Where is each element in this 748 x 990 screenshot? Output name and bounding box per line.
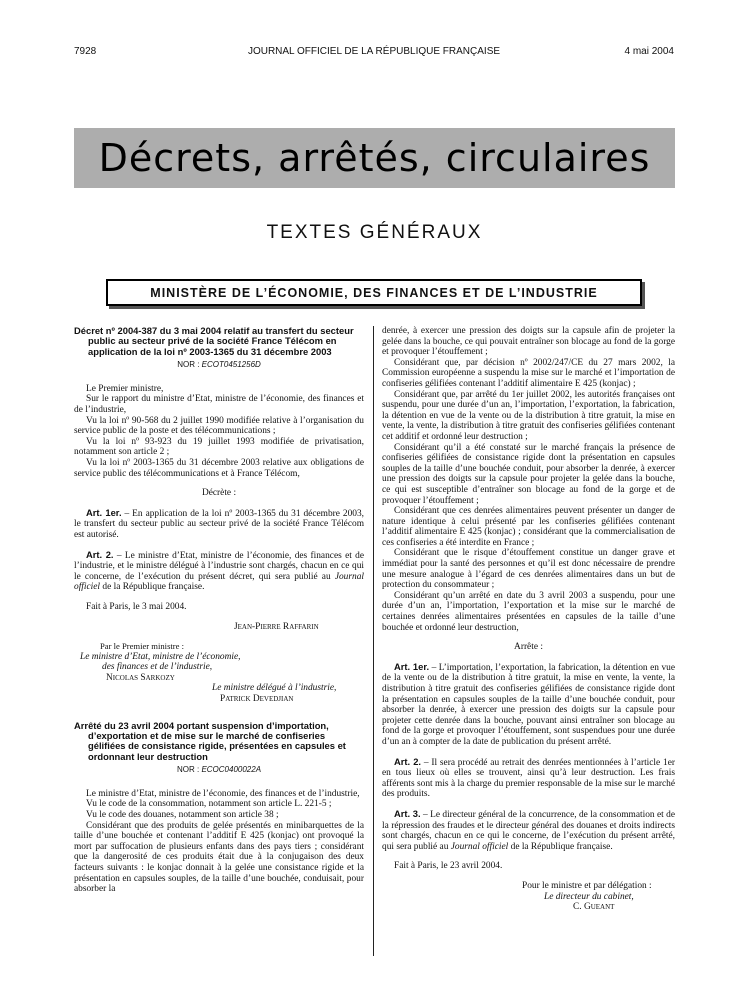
decret-fait: Fait à Paris, le 3 mai 2004.	[86, 601, 187, 612]
page-number: 7928	[74, 46, 97, 57]
decret-article-1: Art. 1er. – En application de la loi nº 2003-1365 du 31 décembre 2003, le transfert du secteur public au secteur privé de la société France Télécom est autorisé.	[74, 506, 364, 540]
decret-nor: NOR : ECOT0451256D	[177, 360, 261, 370]
left-column	[74, 326, 364, 895]
arrete-fait: Fait à Paris, le 23 avril 2004.	[394, 861, 503, 872]
arrete-article-3: Art. 3. – Le directeur général de la concurrence, de la consommation et de la répression des fraudes et le directeur général des douanes et droits indirects sont chargés, chacun en ce qui le concerne, de l’exécution du présent arrêté, qui sera publié au Journal officiel de la République française.	[382, 807, 675, 852]
arrete-paragraph: Considérant que, par arrêté du 1er juillet 2002, les autorités françaises ont suspendu, pour une durée d’un an, l’importation, l’exportation, la fabrication, la détention en vue de la vente ou de la distribution à titre gratuit, la mise en vente, la vente, la distribution à titre gratuit des confiseries gélifiées contenant cet additif et ordonné leur destruction ;	[382, 389, 675, 442]
decrete-word: Décrète :	[201, 488, 237, 499]
decret-minister-1-line-1: Le ministre d’Etat, ministre de l’économie,	[80, 651, 241, 662]
decret-minister-1-name: Nicolas Sarkozy	[106, 672, 175, 683]
arrete-paragraph: Considérant que ces denrées alimentaires peuvent présenter un danger de nature identique à celui présenté par les confiseries gélifiées contenant l’additif alimentaire E 425 (konjac) ; considérant que la commercialisation de ces confiseries a été interdite en France ;	[382, 506, 675, 548]
decret-title: Décret nº 2004-387 du 3 mai 2004 relatif au transfert du secteur public au secteur privé de la société France Télécom en application de la loi nº 2003-1365 du 31 décembre 2003	[74, 325, 354, 357]
decret-minister-1-line-2: des finances et de l’industrie,	[102, 662, 213, 673]
banner-title: Décrets, arrêtés, circulaires	[98, 136, 651, 180]
ministry-box	[106, 279, 642, 306]
arrete-paragraph: Considérant que des produits de gelée présentés en minibarquettes de la taille d’une bouchée et contenant l’additif E 425 (konjac) ont provoqué la mort par suffocation de plusieurs enfants dans des pays tiers ; considérant que la dangerosité de ces produits était due à la conjugaison des deux facteurs suivants : le konjac donnait à la gelée une consistance rigide et la présentation en capsules souples, de la taille d’une bouchée, conduisait, pour absorber la	[74, 820, 364, 895]
arrete-paragraph: Considérant que le risque d’étouffement constitue un danger grave et immédiat pour la santé des personnes et qu’il est donc nécessaire de prendre une mesure analogue à l’égard de ces denrées alimentaires dans un but de protection du consommateur ;	[382, 548, 675, 591]
decret-paragraph: Vu la loi nº 93-923 du 19 juillet 1993 modifiée de privatisation, notamment son article 2 ;	[74, 436, 364, 458]
arrete-delegation: Pour le ministre et par délégation :	[522, 880, 652, 891]
running-header	[74, 46, 674, 60]
arrete-paragraph: Vu le code des douanes, notamment son article 38 ;	[86, 810, 279, 821]
arrete-word: Arrête :	[514, 642, 543, 653]
right-column	[382, 326, 675, 913]
arrete-article-1: Art. 1er. – L’importation, l’exportation, la fabrication, la détention en vue de la vente ou de la distribution à titre gratuit, la mise en vente, la vente, la distribution à titre gratuit des confiseries gélifiées de consistance rigide dont la présentation en capsules souples de la taille d’une bouchée conduit, pour absorber la denrée, à exercer une pression des doigts sur la capsule pour projeter cette denrée dans la bouche, pouvant ainsi entraîner son blocage au fond de la gorge et provoquer l’étouffement, sont suspendues pour une durée d’un an à compter de la date de publication du présent arrêté.	[382, 660, 675, 747]
decret-article-2: Art. 2. – Le ministre d’Etat, ministre de l’économie, des finances et de l’industrie, et le ministre délégué à l’industrie sont chargés, chacun en ce qui le concerne, de l’exécution du présent décret, qui sera publié au Journal officiel de la République française.	[74, 548, 364, 593]
decret-paragraph: Le Premier ministre,	[86, 383, 164, 394]
journal-title: JOURNAL OFFICIEL DE LA RÉPUBLIQUE FRANÇAISE	[247, 46, 501, 57]
decret-minister-2-title: Le ministre délégué à l’industrie,	[212, 683, 337, 694]
arrete-director: Le directeur du cabinet,	[544, 891, 634, 902]
arrete-paragraph: Considérant qu’il a été constaté sur le marché français la présence de confiseries gélifiées de consistance rigide dont la présentation en capsules souples de la taille d’une bouchée conduit, pour absorber la denrée, à exercer une pression des doigts sur la capsule pour projeter la gelée dans la bouche, ce qui est susceptible d’entraîner son blocage au fond de la gorge et de provoquer l’étouffement ;	[382, 442, 675, 506]
arrete-paragraph: Le ministre d’Etat, ministre de l’économie, des finances et de l’industrie,	[86, 788, 360, 799]
decret-par: Par le Premier ministre :	[100, 641, 185, 652]
decret-signatory: Jean-Pierre Raffarin	[234, 621, 319, 632]
ministry-title: MINISTÈRE DE L’ÉCONOMIE, DES FINANCES ET DE L’INDUSTRIE	[150, 285, 598, 300]
arrete-paragraph: Considérant qu’un arrêté en date du 3 avril 2003 a suspendu, pour une durée d’un an, l’importation, l’exportation et la mise sur le marché de certaines denrées alimentaires présentées en capsules de la taille d’une bouchée et ordonné leur destruction,	[382, 590, 675, 633]
arrete-nor: NOR : ECOC0400022A	[176, 765, 262, 775]
arrete-paragraph: Considérant que, par décision nº 2002/247/CE du 27 mars 2002, la Commission européenne a suspendu la mise sur le marché et l’importation de confiseries gélifiées contenant l’additif alimentaire E 425 (konjac) ;	[382, 357, 675, 389]
arrete-signatory: C. Gueant	[573, 902, 615, 913]
issue-date: 4 mai 2004	[624, 46, 674, 57]
column-divider	[373, 326, 374, 956]
arrete-paragraph-continued: denrée, à exercer une pression des doigts sur la capsule afin de projeter la gelée dans la bouche, ce qui pouvait entraîner son blocage au fond de la gorge et provoquer l’étouffement ;	[382, 326, 675, 358]
decret-paragraph: Vu la loi nº 90-568 du 2 juillet 1990 modifiée relative à l’organisation du service public de la poste et des télécommunications ;	[74, 415, 364, 437]
decret-paragraph: Vu la loi nº 2003-1365 du 31 décembre 2003 relative aux obligations de service public des télécommunications et à France Télécom,	[74, 457, 364, 479]
arrete-title: Arrêté du 23 avril 2004 portant suspension d’importation, d’exportation et de mise sur le marché de confiseries gélifiées de consistance rigide, présentées en capsules et ordonnant leur destruction	[74, 719, 346, 762]
decret-minister-2-name: Patrick Devedjian	[220, 694, 294, 705]
arrete-paragraph: Vu le code de la consommation, notamment son article L. 221-5 ;	[86, 799, 332, 810]
arrete-article-2: Art. 2. – Il sera procédé au retrait des denrées mentionnées à l’article 1er en tous lieux où elles se trouvent, ainsi qu’à leur destruction. Les frais afférents sont mis à la charge du premier responsable de la mise sur le marché des produits.	[382, 755, 675, 800]
section-heading: TEXTES GÉNÉRAUX	[266, 222, 483, 243]
decret-paragraph: Sur le rapport du ministre d’Etat, ministre de l’économie, des finances et de l’industrie,	[74, 394, 364, 415]
section-banner	[74, 128, 675, 188]
